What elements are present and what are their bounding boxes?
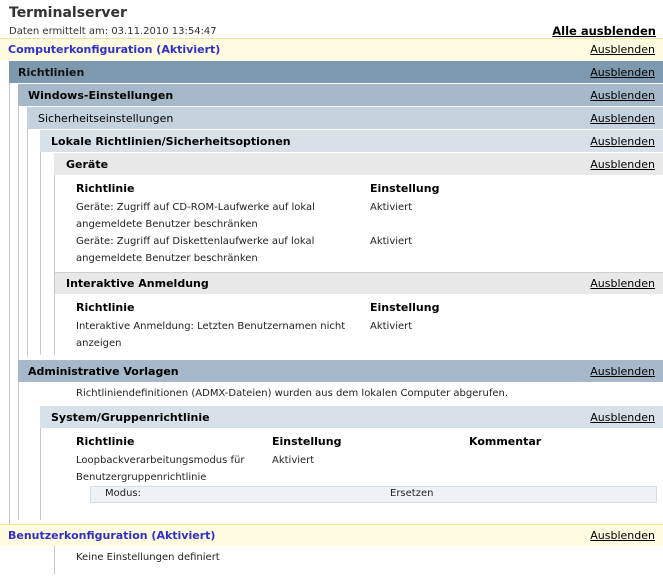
report-date: Daten ermittelt am: 03.11.2010 13:54:47 — [9, 26, 217, 37]
policy-setting: Aktiviert — [272, 455, 315, 466]
policy-name-cont: angemeldete Benutzer beschränken — [76, 253, 258, 264]
section-admin-templates — [18, 360, 663, 382]
sub-setting-value: Ersetzen — [390, 488, 434, 499]
section-security-settings — [27, 107, 663, 129]
section-devices — [54, 153, 663, 175]
section-windows-settings — [18, 84, 663, 106]
section-user-config — [0, 524, 663, 546]
policy-name: Geräte: Zugriff auf CD-ROM-Laufwerke auf lokal — [76, 202, 315, 213]
hide-all-link[interactable]: Alle ausblenden — [552, 24, 656, 38]
column-header-setting: Einstellung — [272, 435, 342, 448]
hide-link-windows-settings[interactable]: Ausblenden — [590, 88, 655, 102]
section-local-policies — [40, 130, 663, 152]
section-system-group-policy — [40, 406, 663, 428]
hide-link-system-group-policy[interactable]: Ausblenden — [590, 410, 655, 424]
section-label: Lokale Richtlinien/Sicherheitsoptionen — [51, 134, 291, 148]
sub-setting-name: Modus: — [105, 488, 142, 499]
hide-link-devices[interactable]: Ausblenden — [590, 157, 655, 171]
section-computer-config — [0, 38, 663, 60]
section-richtlinien — [9, 61, 663, 83]
policy-setting: Aktiviert — [370, 321, 413, 332]
tree-guide-line — [40, 152, 41, 355]
tree-guide-line — [18, 106, 19, 360]
section-label: Administrative Vorlagen — [28, 364, 179, 378]
sub-setting-row — [90, 486, 657, 503]
section-label: Interaktive Anmeldung — [66, 277, 209, 290]
column-header-setting: Einstellung — [370, 182, 440, 195]
hide-link-admin-templates[interactable]: Ausblenden — [590, 364, 655, 378]
hide-link-interactive-logon[interactable]: Ausblenden — [590, 277, 655, 290]
hide-link-computer-config[interactable]: Ausblenden — [590, 43, 655, 56]
policy-name: Interaktive Anmeldung: Letzten Benutzernamen nicht — [76, 321, 346, 332]
section-label: Benutzerkonfiguration (Aktiviert) — [8, 529, 216, 542]
section-label: Geräte — [66, 157, 109, 171]
tree-guide-line — [54, 175, 55, 355]
tree-guide-line — [54, 546, 55, 574]
column-header-policy: Richtlinie — [76, 301, 135, 314]
tree-guide-line — [9, 83, 10, 524]
report-title: Terminalserver — [9, 5, 127, 21]
hide-link-user-config[interactable]: Ausblenden — [590, 529, 655, 542]
section-label: Computerkonfiguration (Aktiviert) — [8, 43, 221, 56]
hide-link-local-policies[interactable]: Ausblenden — [590, 134, 655, 148]
section-label: Richtlinien — [18, 65, 85, 79]
section-interactive-logon — [54, 272, 663, 294]
column-header-policy: Richtlinie — [76, 435, 135, 448]
hide-link-richtlinien[interactable]: Ausblenden — [590, 65, 655, 79]
report-header — [0, 0, 663, 40]
no-settings-text: Keine Einstellungen definiert — [76, 552, 220, 563]
hide-link-security-settings[interactable]: Ausblenden — [590, 111, 655, 125]
policy-setting: Aktiviert — [370, 202, 413, 213]
tree-guide-line — [40, 428, 41, 520]
tree-guide-line — [27, 129, 28, 357]
tree-guide-line — [18, 382, 19, 520]
policy-name-cont: anzeigen — [76, 338, 122, 349]
policy-name-cont: angemeldete Benutzer beschränken — [76, 219, 258, 230]
admx-info-text: Richtliniendefinitionen (ADMX-Dateien) wurden aus dem lokalen Computer abgerufen. — [76, 388, 509, 399]
policy-name-cont: Benutzergruppenrichtlinie — [76, 472, 207, 483]
column-header-comment: Kommentar — [469, 435, 542, 448]
policy-setting: Aktiviert — [370, 236, 413, 247]
column-header-setting: Einstellung — [370, 301, 440, 314]
policy-name: Geräte: Zugriff auf Diskettenlaufwerke auf lokal — [76, 236, 315, 247]
policy-name: Loopbackverarbeitungsmodus für — [76, 455, 245, 466]
column-header-policy: Richtlinie — [76, 182, 135, 195]
section-label: Sicherheitseinstellungen — [38, 111, 174, 125]
section-label: Windows-Einstellungen — [28, 88, 174, 102]
section-label: System/Gruppenrichtlinie — [51, 410, 210, 424]
